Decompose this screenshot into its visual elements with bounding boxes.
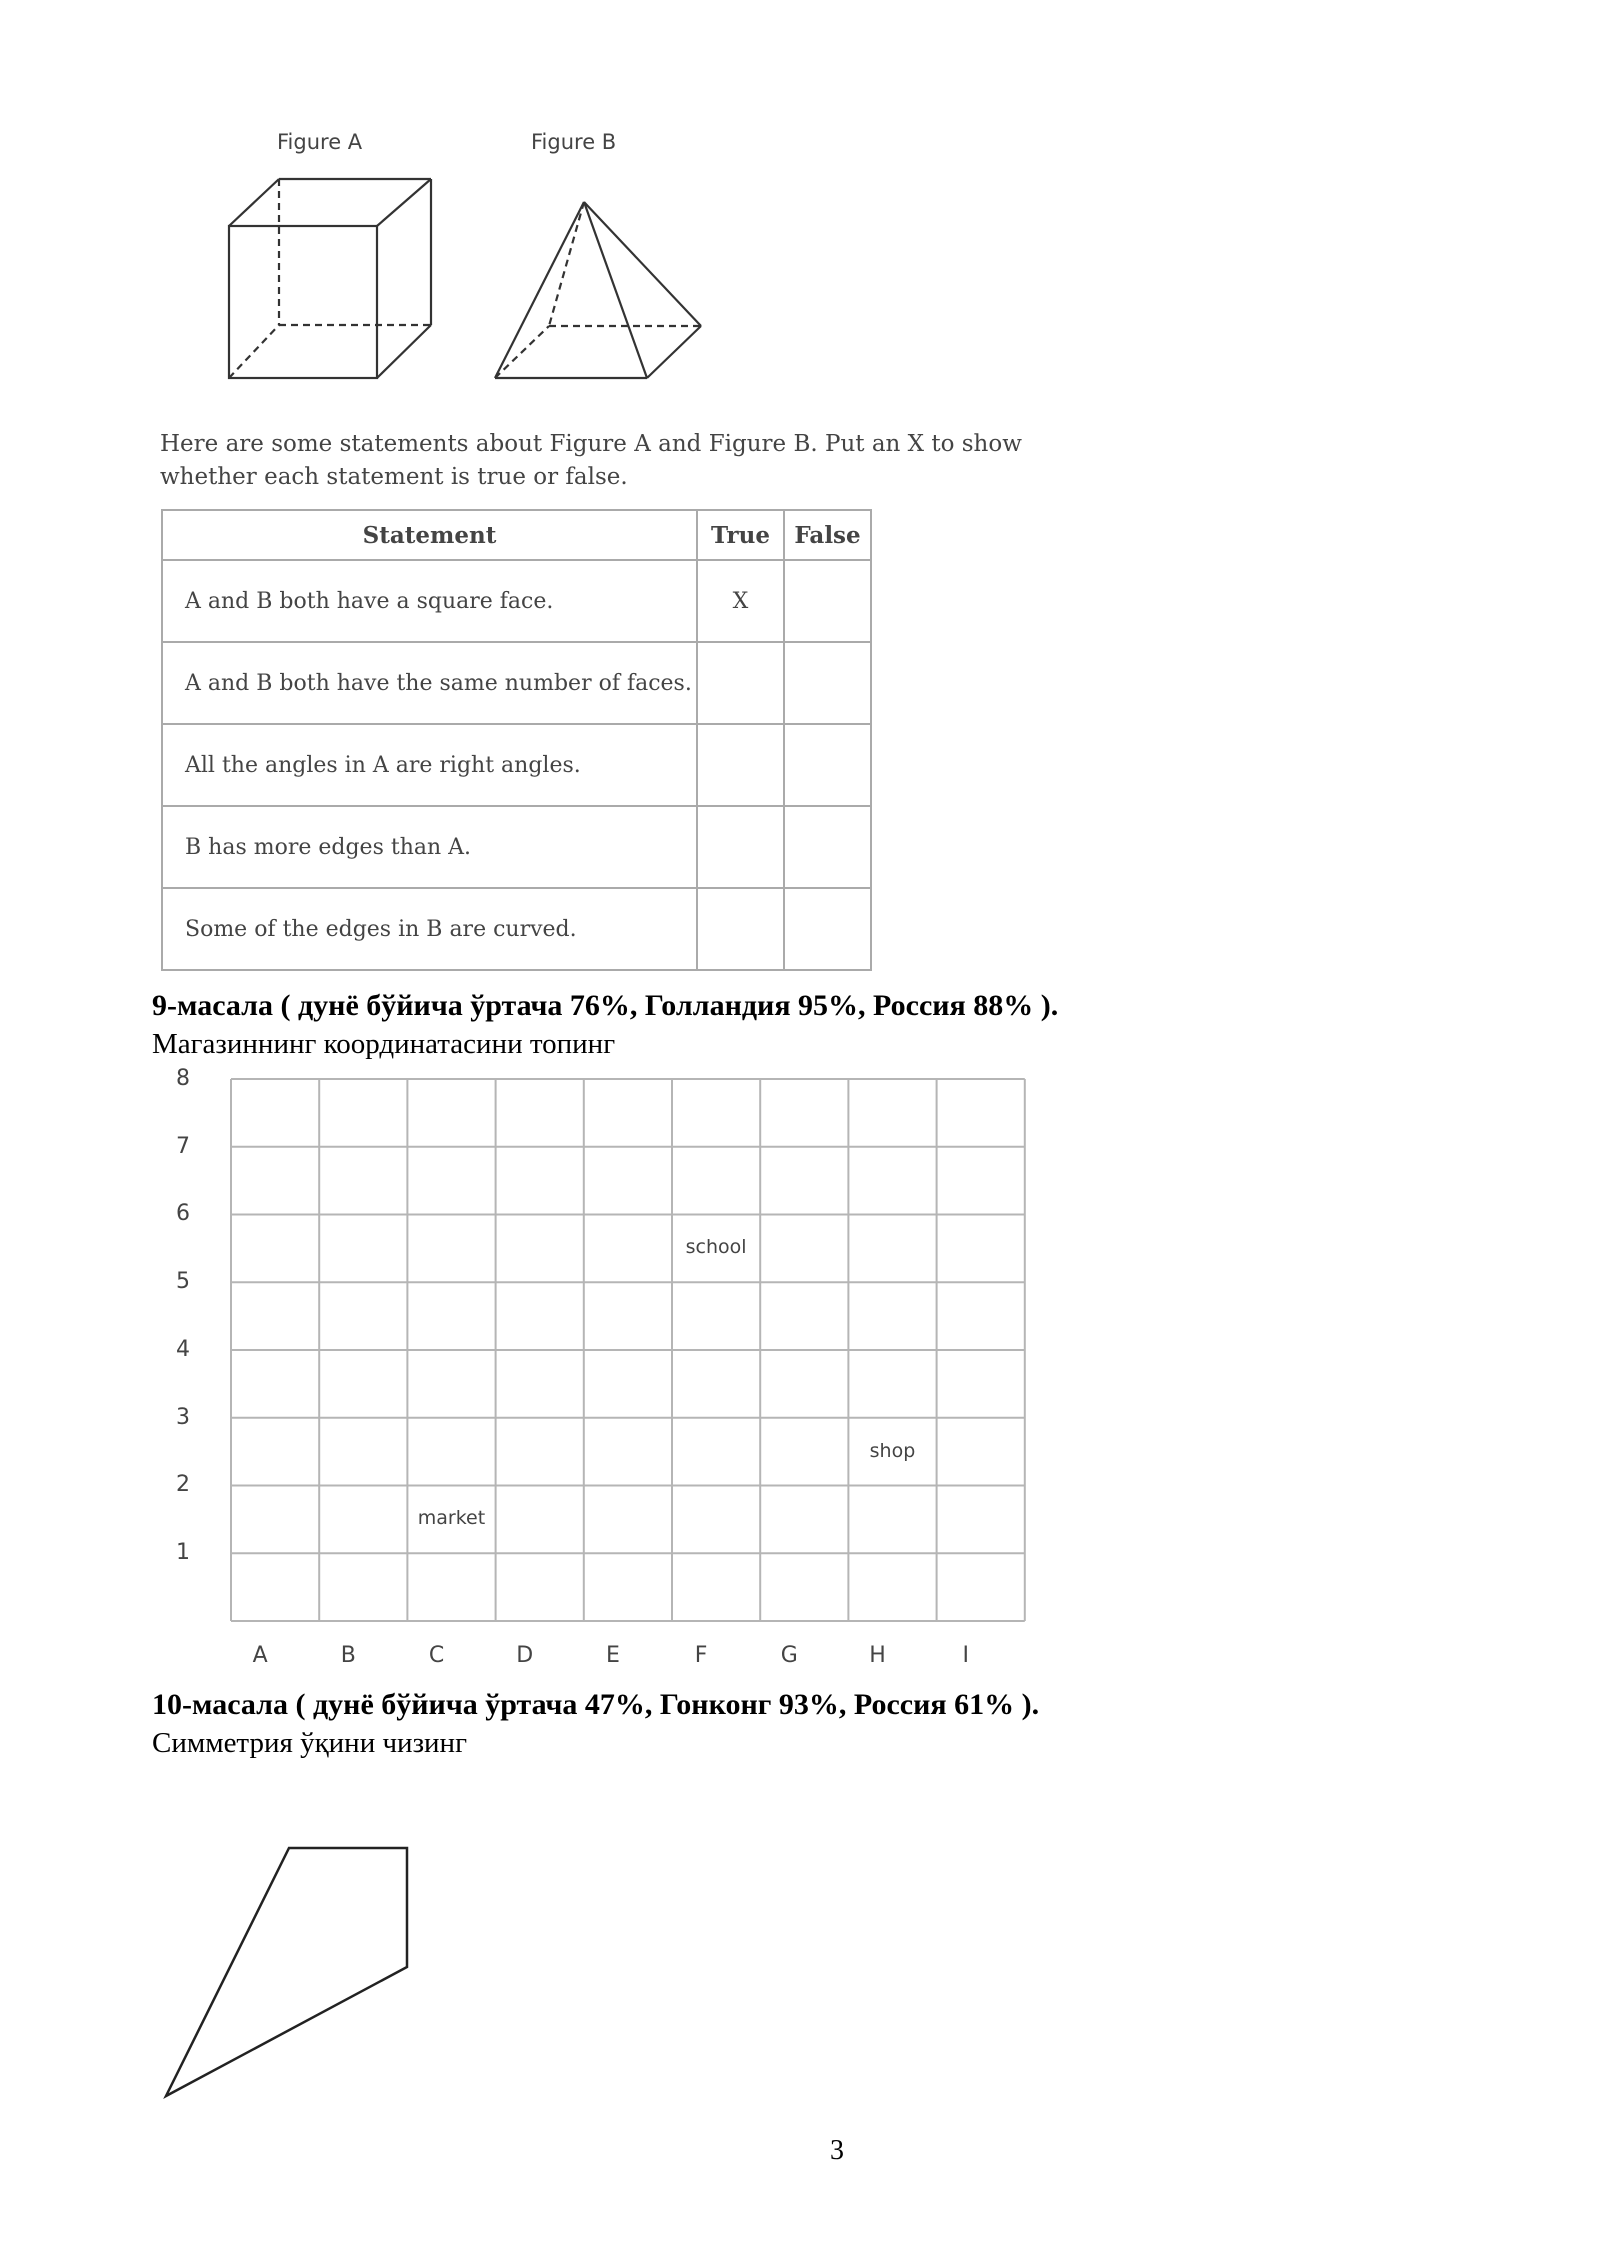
header-false: False bbox=[784, 510, 871, 560]
intro-text: Here are some statements about Figure A and Figure B. Put an X to show whether each statement is true or false. bbox=[160, 431, 1022, 490]
quadrilateral-svg bbox=[0, 0, 500, 2150]
place-label-shop: shop bbox=[869, 1439, 916, 1462]
x-axis-label: H bbox=[869, 1643, 886, 1668]
figure-a-label: Figure A bbox=[277, 130, 363, 154]
y-axis-label: 3 bbox=[176, 1404, 190, 1430]
x-axis-label: G bbox=[780, 1643, 798, 1668]
y-axis-label: 1 bbox=[176, 1540, 190, 1566]
x-axis-label: D bbox=[516, 1643, 534, 1668]
y-axis-label: 2 bbox=[176, 1472, 190, 1498]
place-label-school: school bbox=[685, 1236, 747, 1259]
figure-b-label: Figure B bbox=[531, 130, 617, 154]
x-axis-label: I bbox=[962, 1643, 969, 1668]
y-axis-label: 7 bbox=[176, 1133, 190, 1159]
task10-title: 10-масала ( дунё бўйича ўртача 47%, Гонконг 93%, Россия 61% ). bbox=[152, 1688, 1040, 1721]
header-true: True bbox=[697, 510, 784, 560]
x-axis-label: E bbox=[605, 1643, 620, 1668]
y-axis-label: 6 bbox=[176, 1201, 190, 1227]
y-axis-label: 5 bbox=[176, 1269, 190, 1295]
statement-cell: Some of the edges in B are curved. bbox=[162, 888, 697, 970]
x-axis-label: A bbox=[252, 1643, 268, 1668]
x-axis-label: F bbox=[694, 1643, 708, 1668]
statement-cell: B has more edges than A. bbox=[162, 806, 697, 888]
place-label-market: market bbox=[417, 1507, 486, 1530]
true-cell[interactable]: X bbox=[697, 560, 784, 642]
statement-cell: A and B both have a square face. bbox=[162, 560, 697, 642]
task10-subtitle: Симметрия ўқини чизинг bbox=[152, 1727, 467, 1759]
x-axis-label: B bbox=[340, 1643, 356, 1668]
x-axis-label: C bbox=[428, 1643, 445, 1668]
statement-cell: A and B both have the same number of faces. bbox=[162, 642, 697, 724]
header-statement: Statement bbox=[162, 510, 697, 560]
statement-cell: All the angles in A are right angles. bbox=[162, 724, 697, 806]
y-axis-label: 8 bbox=[176, 1065, 190, 1091]
page-number: 3 bbox=[830, 2135, 844, 2166]
quadrilateral-shape bbox=[166, 1848, 407, 2096]
task9-subtitle: Магазиннинг координатасини топинг bbox=[152, 1028, 616, 1060]
task9-title: 9-масала ( дунё бўйича ўртача 76%, Голландия 95%, Россия 88% ). bbox=[152, 989, 1059, 1022]
y-axis-label: 4 bbox=[176, 1336, 190, 1362]
